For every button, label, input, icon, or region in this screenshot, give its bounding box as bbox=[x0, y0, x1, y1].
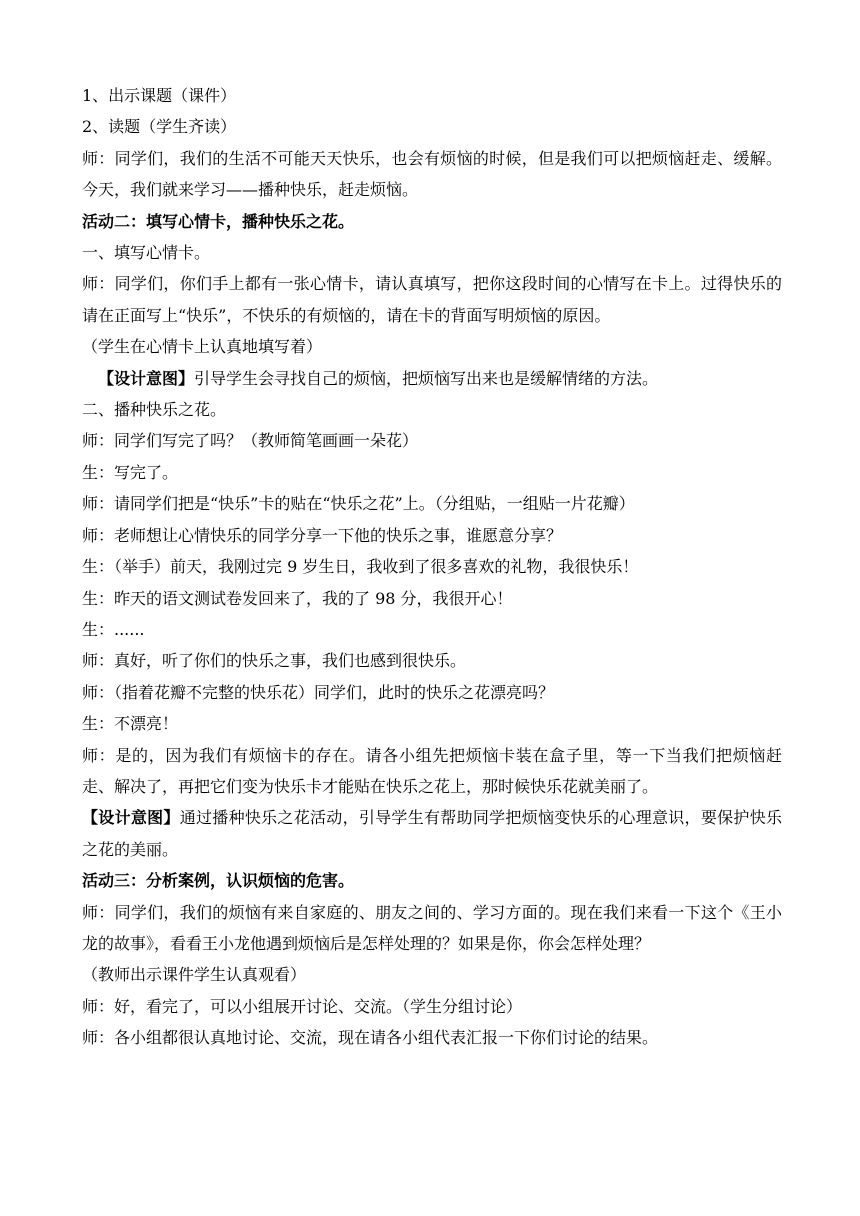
design-intent-tag: 【设计意图】 bbox=[82, 808, 180, 828]
dialogue-line: 师：各小组都很认真地讨论、交流，现在请各小组代表汇报一下你们讨论的结果。 bbox=[82, 1028, 659, 1048]
dialogue-line: 生：（举手）前天，我刚过完 9 岁生日，我收到了很多喜欢的礼物，我很快乐！ bbox=[82, 557, 639, 577]
design-intent-text: 通过播种快乐之花活动，引导学生有帮助同学把烦恼变快乐的心理意识，要保护快乐之花的美丽。 bbox=[82, 808, 782, 859]
dialogue-line: 生：写完了。 bbox=[82, 462, 179, 482]
dialogue-line: 生：...... bbox=[82, 619, 145, 639]
activity-three-heading: 活动三：分析案例，认识烦恼的危害。 bbox=[82, 871, 355, 891]
activity-two-heading: 活动二：填写心情卡，播种快乐之花。 bbox=[82, 211, 355, 231]
section-fill-card: 一、填写心情卡。 bbox=[82, 243, 211, 263]
step-read-topic: 2、读题（学生齐读） bbox=[82, 117, 237, 137]
teacher-worry-card-paragraph: 师：是的，因为我们有烦恼卡的存在。请各小组先把烦恼卡装在盒子里，等一下当我们把烦恼赶走、解决了，再把它们变为快乐卡才能贴在快乐之花上，那时候快乐花就美丽了。 bbox=[82, 745, 782, 796]
dialogue-line: 师：真好，听了你们的快乐之事，我们也感到很快乐。 bbox=[82, 651, 467, 671]
design-intent-2 bbox=[82, 802, 782, 865]
students-filling-note: （学生在心情卡上认真地填写着） bbox=[82, 337, 323, 357]
design-intent-text: 引导学生会寻找自己的烦恼，把烦恼写出来也是缓解情绪的方法。 bbox=[194, 368, 659, 388]
teacher-intro-paragraph: 师：同学们，我们的生活不可能天天快乐，也会有烦恼的时候，但是我们可以把烦恼赶走、缓解。今天，我们就来学习——播种快乐，赶走烦恼。 bbox=[82, 148, 782, 200]
dialogue-line: 师：好，看完了，可以小组展开讨论、交流。（学生分组讨论） bbox=[82, 996, 523, 1016]
dialogue-line: 师：请同学们把是“快乐”卡的贴在“快乐之花”上。（分组贴，一组贴一片花瓣） bbox=[82, 494, 635, 514]
teacher-case-paragraph: 师：同学们，我们的烦恼有来自家庭的、朋友之间的、学习方面的。现在我们来看一下这个《王小龙的故事》，看看王小龙他遇到烦恼后是怎样处理的？如果是你，你会怎样处理？ bbox=[82, 902, 782, 953]
step-show-topic: 1、出示课题（课件） bbox=[82, 86, 237, 105]
dialogue-line: 师：（指着花瓣不完整的快乐花）同学们，此时的快乐之花漂亮吗？ bbox=[82, 682, 555, 702]
dialogue-line: 生：不漂亮！ bbox=[82, 714, 179, 734]
dialogue-line: 生：昨天的语文测试卷发回来了，我的了 98 分，我很开心！ bbox=[82, 588, 513, 608]
design-intent-tag: 【设计意图】 bbox=[98, 368, 195, 388]
document-body bbox=[82, 80, 782, 1054]
teacher-card-instruction: 师：同学们，你们手上都有一张心情卡，请认真填写，把你这段时间的心情写在卡上。过得快乐的请在正面写上“快乐”，不快乐的有烦恼的，请在卡的背面写明烦恼的原因。 bbox=[82, 274, 782, 325]
students-watching-note: （教师出示课件学生认真观看） bbox=[82, 965, 307, 985]
dialogue-line: 师：同学们写完了吗？（教师简笔画画一朵花） bbox=[82, 431, 419, 451]
section-plant-flower: 二、播种快乐之花。 bbox=[82, 400, 227, 420]
dialogue-line: 师：老师想让心情快乐的同学分享一下他的快乐之事，谁愿意分享？ bbox=[82, 525, 563, 545]
design-intent-1 bbox=[82, 363, 782, 394]
